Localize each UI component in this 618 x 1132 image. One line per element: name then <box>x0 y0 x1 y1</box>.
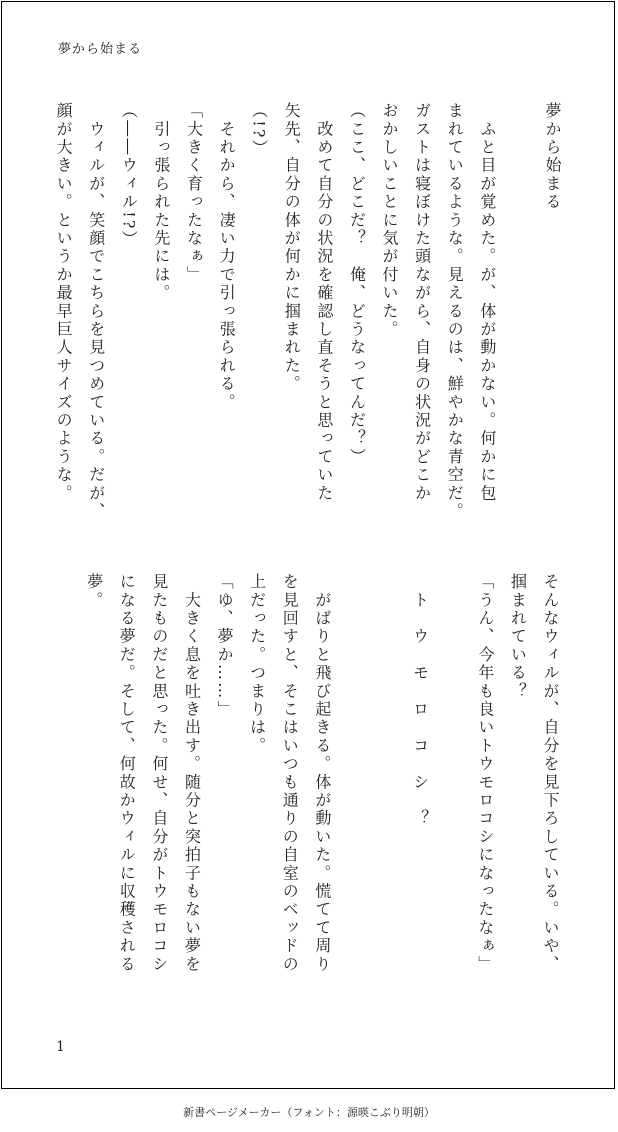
text-line: になる夢だ。そして、何故かウィルに収穫される <box>117 573 137 974</box>
running-header: 夢から始まる <box>58 42 143 57</box>
text-line: ふと目が覚めた。が、体が動かない。何かに包 <box>477 102 497 503</box>
text-line: ガストは寝ぼけた頭ながら、自身の状況がどこか <box>412 102 432 503</box>
text-line: 「ゆ、夢か……」 <box>215 573 235 719</box>
text-line: おかしいことに気が付いた。 <box>380 102 400 339</box>
text-line: 矢先、自分の体が何かに掴まれた。 <box>282 102 302 394</box>
text-block-bottom <box>77 573 566 1013</box>
text-line: それから、凄い力で引っ張られる。 <box>217 102 237 412</box>
text-line: ト ウ モ ロ コ シ ？ <box>410 573 430 828</box>
text-line: （――ウィル!?） <box>119 102 139 249</box>
text-line: 引っ張られた先には。 <box>151 102 171 303</box>
text-line: （ここ、どこだ？ 俺、どうなってんだ？） <box>347 102 367 466</box>
text-line <box>338 573 371 1013</box>
text-line: 「大きく育ったなぁ」 <box>184 102 204 284</box>
text-line <box>503 102 536 532</box>
text-line: 上だった。つまりは。 <box>247 573 267 755</box>
text-line: を見回すと、そこはいつも通りの自室のベッドの <box>280 573 300 974</box>
text-line: 顔が大きい。というか最早巨人サイズのような。 <box>54 102 74 503</box>
text-line: ウィルが、笑顔でこちらを見つめている。だが、 <box>86 102 106 521</box>
text-line: まれているような。見えるのは、鮮やかな青空だ。 <box>445 102 465 521</box>
text-line: 夢から始まる <box>543 102 562 212</box>
text-line <box>370 573 403 1013</box>
text-line: がばりと飛び起きる。体が動いた。慌てて周り <box>312 573 332 974</box>
text-block-top <box>47 102 569 532</box>
footer-credit: 新書ページメーカー（フォント：源暎こぶり明朝） <box>183 1106 435 1119</box>
text-line: 掴まれている？ <box>508 573 528 701</box>
text-line: 夢。 <box>84 573 104 610</box>
text-line: 改めて自分の状況を確認し直そうと思っていた <box>314 102 334 503</box>
book-page <box>1 1 615 1089</box>
text-line: （!?） <box>249 102 269 158</box>
page-number: 1 <box>56 1039 65 1055</box>
text-line: 「うん、今年も良いトウモロコシになったなぁ」 <box>475 573 495 974</box>
text-line <box>436 573 469 1013</box>
text-line: 見たものだと思った。何せ、自分がトウモロコシ <box>149 573 169 974</box>
text-line: 大きく息を吐き出す。随分と突拍子もない夢を <box>182 573 202 974</box>
text-line: そんなウィルが、自分を見下ろしている。いや、 <box>541 573 560 974</box>
